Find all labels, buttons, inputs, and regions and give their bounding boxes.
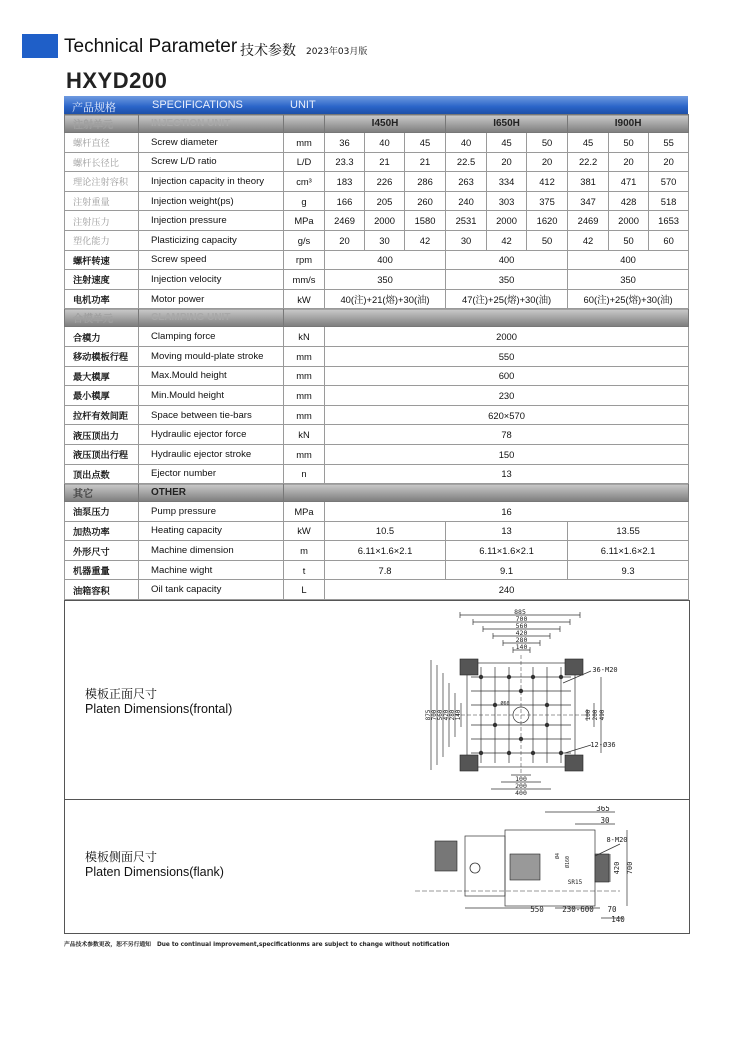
param-unit: mm: [284, 133, 325, 153]
param-name-en: Screw L/D ratio: [139, 152, 284, 172]
dimension-label: 230-600: [562, 905, 594, 914]
param-name-en: Motor power: [139, 289, 284, 309]
param-value: 47(注)+25(熔)+30(油): [446, 289, 568, 309]
dimension-label: 100: [585, 709, 592, 721]
param-value: 286: [405, 172, 446, 192]
param-value: 263: [446, 172, 487, 192]
tie-bar-corner: [460, 755, 478, 771]
param-unit: kW: [284, 289, 325, 309]
param-value: 347: [568, 191, 609, 211]
dimension-label: Ø60: [500, 701, 510, 707]
param-value: 334: [487, 172, 527, 192]
bolt-hole: [493, 703, 497, 707]
param-value: 260: [405, 191, 446, 211]
dimension-label: Ø4: [555, 852, 561, 860]
model-header-0: I450H: [325, 115, 446, 133]
param-value: 550: [325, 346, 689, 366]
bolt-hole: [559, 751, 563, 755]
param-name-cn: 顶出点数: [65, 464, 139, 484]
dimension-label: SR15: [567, 879, 583, 886]
param-unit: L/D: [284, 152, 325, 172]
param-value: 205: [365, 191, 405, 211]
spec-sheet: [64, 96, 688, 600]
param-name-en: Injection weight(ps): [139, 191, 284, 211]
dimension-label: 30: [600, 816, 610, 825]
platen-body: [465, 836, 505, 896]
param-unit: g: [284, 191, 325, 211]
bolt-hole: [559, 675, 563, 679]
param-value: 350: [568, 270, 689, 290]
frontal-platen-drawing: [415, 605, 655, 795]
dimension-label: 36-M20: [592, 666, 618, 674]
table-row: [65, 346, 689, 366]
param-value: 303: [487, 191, 527, 211]
param-value: 428: [609, 191, 649, 211]
param-name-en: Space between tie-bars: [139, 405, 284, 425]
dimension-label: 550: [530, 905, 544, 914]
bolt-hole: [531, 751, 535, 755]
param-value: 471: [609, 172, 649, 192]
flank-platen-drawing: [405, 806, 635, 930]
bolt-hole: [519, 737, 523, 741]
param-unit: rpm: [284, 250, 325, 270]
param-name-en: Heating capacity: [139, 521, 284, 541]
bolt-hole: [545, 723, 549, 727]
param-unit: t: [284, 560, 325, 580]
param-value: 381: [568, 172, 609, 192]
param-value: 45: [568, 133, 609, 153]
param-value: 6.11×1.6×2.1: [446, 541, 568, 561]
section-fill-cell: [284, 484, 689, 502]
header-accent-block: [22, 34, 58, 58]
param-name-cn: 注射速度: [65, 270, 139, 290]
param-value: 42: [405, 230, 446, 250]
section-label-cn: 合模单元: [65, 309, 139, 327]
tie-bar-corner: [460, 659, 478, 675]
param-value: 230: [325, 386, 689, 406]
param-name-cn: 注射重量: [65, 191, 139, 211]
bolt-hole: [545, 703, 549, 707]
param-name-cn: 理论注射容积: [65, 172, 139, 192]
param-value: 226: [365, 172, 405, 192]
table-row: [65, 580, 689, 600]
param-value: 2000: [609, 211, 649, 231]
flank-label-en: Platen Dimensions(flank): [85, 865, 224, 879]
param-value: 1620: [527, 211, 568, 231]
param-name-en: Pump pressure: [139, 502, 284, 522]
dimension-label: 885: [514, 608, 526, 616]
param-name-cn: 油箱容积: [65, 580, 139, 600]
model-header-2: I900H: [568, 115, 689, 133]
section-fill-cell: [284, 309, 689, 327]
dimension-label: 560: [515, 622, 528, 630]
table-row: [65, 133, 689, 153]
other-section-header: [65, 484, 689, 502]
injection-section-header: [65, 115, 689, 133]
table-row: [65, 444, 689, 464]
param-value: 240: [446, 191, 487, 211]
param-value: 22.2: [568, 152, 609, 172]
table-row: [65, 521, 689, 541]
dimension-label: 560: [437, 709, 444, 721]
dimension-label: 8-M20: [606, 836, 628, 844]
param-name-en: Hydraulic ejector stroke: [139, 444, 284, 464]
param-unit: kN: [284, 425, 325, 445]
param-name-cn: 拉杆有效间距: [65, 405, 139, 425]
param-unit: MPa: [284, 502, 325, 522]
bolt-hole: [479, 751, 483, 755]
section-label-cn: 注射单元: [65, 115, 139, 133]
param-value: 620×570: [325, 405, 689, 425]
param-name-en: Injection pressure: [139, 211, 284, 231]
param-value: 570: [649, 172, 689, 192]
dimension-label: 140: [455, 709, 462, 721]
param-value: 50: [527, 133, 568, 153]
frontal-drawing-panel: [64, 600, 690, 800]
table-row: [65, 502, 689, 522]
tie-bar-corner: [565, 755, 583, 771]
param-value: 13: [325, 464, 689, 484]
tie-bar-corner: [565, 659, 583, 675]
param-name-en: Moving mould-plate stroke: [139, 346, 284, 366]
param-value: 40: [365, 133, 405, 153]
section-label-en: CLAMPING UNIT: [139, 309, 284, 327]
param-name-cn: 液压顶出行程: [65, 444, 139, 464]
param-value: 7.8: [325, 560, 446, 580]
param-name-cn: 液压顶出力: [65, 425, 139, 445]
nozzle-block: [595, 854, 609, 882]
param-name-en: Machine wight: [139, 560, 284, 580]
param-value: 600: [325, 366, 689, 386]
param-value: 36: [325, 133, 365, 153]
footer-cn: 产品技术参数更改，恕不另行通知: [64, 942, 151, 948]
param-value: 240: [325, 580, 689, 600]
param-name-cn: 外形尺寸: [65, 541, 139, 561]
param-value: 50: [609, 230, 649, 250]
dimension-label: 200: [515, 782, 527, 790]
param-value: 375: [527, 191, 568, 211]
param-value: 9.1: [446, 560, 568, 580]
param-name-en: Injection velocity: [139, 270, 284, 290]
platen-block: [435, 841, 457, 871]
dimension-label: 365: [596, 806, 610, 813]
frontal-label-en: Platen Dimensions(frontal): [85, 702, 233, 716]
param-name-en: Max.Mould height: [139, 366, 284, 386]
param-unit: L: [284, 580, 325, 600]
table-row: [65, 327, 689, 347]
param-unit: mm: [284, 386, 325, 406]
dimension-label: 400: [515, 789, 527, 795]
param-value: 21: [365, 152, 405, 172]
param-name-cn: 移动模板行程: [65, 346, 139, 366]
param-name-en: Hydraulic ejector force: [139, 425, 284, 445]
param-value: 30: [446, 230, 487, 250]
nozzle-ring: [470, 863, 480, 873]
param-value: 2000: [365, 211, 405, 231]
dimension-label: 280: [515, 636, 528, 644]
param-name-en: Clamping force: [139, 327, 284, 347]
dimension-label: 875: [425, 709, 432, 721]
param-name-en: Screw speed: [139, 250, 284, 270]
param-value: 40: [446, 133, 487, 153]
param-name-cn: 最大模厚: [65, 366, 139, 386]
dimension-label: 420: [515, 629, 528, 637]
param-unit: n: [284, 464, 325, 484]
param-name-cn: 油泵压力: [65, 502, 139, 522]
param-name-en: Oil tank capacity: [139, 580, 284, 600]
param-value: 400: [568, 250, 689, 270]
param-value: 350: [325, 270, 446, 290]
param-unit: m: [284, 541, 325, 561]
param-name-en: Plasticizing capacity: [139, 230, 284, 250]
param-value: 412: [527, 172, 568, 192]
table-row: [65, 405, 689, 425]
param-unit: mm: [284, 346, 325, 366]
param-name-cn: 加热功率: [65, 521, 139, 541]
param-name-cn: 电机功率: [65, 289, 139, 309]
footer-en: Due to continual improvement,specificationms are subject to change without notification: [156, 942, 450, 948]
param-value: 30: [365, 230, 405, 250]
dimension-label: 420: [613, 861, 621, 875]
param-name-cn: 最小模厚: [65, 386, 139, 406]
dimension-label: 490: [599, 709, 606, 721]
param-unit: kN: [284, 327, 325, 347]
dimension-label: 12-Ø36: [590, 741, 616, 749]
param-value: 20: [487, 152, 527, 172]
dimension-label: 140: [611, 915, 625, 924]
dimension-label: 420: [443, 709, 450, 721]
frontal-label-cn: 模板正面尺寸: [85, 687, 158, 701]
param-value: 166: [325, 191, 365, 211]
param-name-cn: 螺杆直径: [65, 133, 139, 153]
param-value: 350: [446, 270, 568, 290]
param-value: 6.11×1.6×2.1: [325, 541, 446, 561]
param-name-en: Min.Mould height: [139, 386, 284, 406]
bolt-hole: [507, 675, 511, 679]
param-value: 9.3: [568, 560, 689, 580]
param-value: 13.55: [568, 521, 689, 541]
section-unit-cell: [284, 115, 325, 133]
model-name: HXYD200: [66, 68, 168, 93]
param-value: 2469: [325, 211, 365, 231]
table-row: [65, 152, 689, 172]
param-unit: mm: [284, 405, 325, 425]
table-row: [65, 386, 689, 406]
param-value: 2000: [325, 327, 689, 347]
table-row: [65, 560, 689, 580]
dimension-label: 100: [515, 775, 527, 783]
param-name-en: Ejector number: [139, 464, 284, 484]
param-value: 50: [609, 133, 649, 153]
dimension-label: 70: [607, 905, 617, 914]
param-value: 20: [527, 152, 568, 172]
param-unit: MPa: [284, 211, 325, 231]
bolt-hole: [507, 751, 511, 755]
param-name-cn: 螺杆转速: [65, 250, 139, 270]
table-row: [65, 172, 689, 192]
param-value: 42: [568, 230, 609, 250]
param-value: 518: [649, 191, 689, 211]
param-value: 10.5: [325, 521, 446, 541]
param-name-cn: 塑化能力: [65, 230, 139, 250]
flank-drawing-panel: [64, 800, 690, 934]
param-unit: cm³: [284, 172, 325, 192]
param-name-cn: 合模力: [65, 327, 139, 347]
bolt-hole: [493, 723, 497, 727]
param-value: 60: [649, 230, 689, 250]
param-value: 400: [325, 250, 446, 270]
table-row: [65, 270, 689, 290]
table-row: [65, 289, 689, 309]
param-name-cn: 机器重量: [65, 560, 139, 580]
param-value: 45: [487, 133, 527, 153]
spec-header-bar: [64, 96, 688, 114]
dimension-label: 200: [592, 709, 599, 721]
param-value: 2469: [568, 211, 609, 231]
param-value: 20: [325, 230, 365, 250]
param-value: 78: [325, 425, 689, 445]
param-value: 22.5: [446, 152, 487, 172]
drawing-line: [565, 745, 591, 753]
bolt-hole: [479, 675, 483, 679]
param-value: 55: [649, 133, 689, 153]
param-unit: g/s: [284, 230, 325, 250]
param-value: 60(注)+25(熔)+30(油): [568, 289, 689, 309]
dimension-label: 700: [515, 615, 528, 623]
clamping-section-header: [65, 309, 689, 327]
table-row: [65, 250, 689, 270]
param-value: 13: [446, 521, 568, 541]
bolt-hole: [519, 689, 523, 693]
param-value: 21: [405, 152, 446, 172]
param-name-cn: 注射压力: [65, 211, 139, 231]
param-value: 50: [527, 230, 568, 250]
param-unit: mm/s: [284, 270, 325, 290]
ejector-block: [510, 854, 540, 880]
footer-note: [64, 939, 449, 948]
section-label-cn: 其它: [65, 484, 139, 502]
model-header-1: I650H: [446, 115, 568, 133]
spec-header-cn: 产品规格: [72, 102, 116, 114]
param-value: 16: [325, 502, 689, 522]
param-unit: mm: [284, 366, 325, 386]
param-value: 23.3: [325, 152, 365, 172]
param-value: 1653: [649, 211, 689, 231]
param-value: 20: [649, 152, 689, 172]
param-value: 45: [405, 133, 446, 153]
param-value: 2000: [487, 211, 527, 231]
table-row: [65, 366, 689, 386]
param-name-en: Injection capacity in theory: [139, 172, 284, 192]
table-row: [65, 191, 689, 211]
param-value: 400: [446, 250, 568, 270]
dimension-label: Ø160: [565, 855, 571, 869]
edition-date: 2023年03月版: [306, 47, 368, 57]
spec-header-unit: UNIT: [290, 99, 316, 111]
table-row: [65, 425, 689, 445]
frontal-drawing-label: [85, 685, 232, 716]
section-label-en: INJECTION UNIT: [139, 115, 284, 133]
param-value: 183: [325, 172, 365, 192]
param-value: 20: [609, 152, 649, 172]
param-name-cn: 螺杆长径比: [65, 152, 139, 172]
page-title-cn: 技术参数: [240, 43, 296, 59]
param-value: 42: [487, 230, 527, 250]
param-value: 6.11×1.6×2.1: [568, 541, 689, 561]
param-value: 1580: [405, 211, 446, 231]
param-value: 40(注)+21(熔)+30(油): [325, 289, 446, 309]
table-row: [65, 464, 689, 484]
bolt-hole: [531, 675, 535, 679]
dimension-label: 700: [431, 709, 438, 721]
page-title: Technical Parameter: [64, 36, 238, 57]
section-label-en: OTHER: [139, 484, 284, 502]
spec-table: [64, 114, 689, 600]
dimension-label: 700: [626, 861, 634, 875]
param-unit: kW: [284, 521, 325, 541]
dimension-label: 140: [515, 643, 528, 651]
dimension-label: 280: [449, 709, 456, 721]
param-value: 150: [325, 444, 689, 464]
flank-label-cn: 模板侧面尺寸: [85, 850, 158, 864]
table-row: [65, 211, 689, 231]
table-row: [65, 230, 689, 250]
spec-header-en: SPECIFICATIONS: [152, 99, 243, 111]
param-value: 2531: [446, 211, 487, 231]
flank-drawing-label: [85, 848, 224, 879]
param-name-en: Machine dimension: [139, 541, 284, 561]
table-row: [65, 541, 689, 561]
param-name-en: Screw diameter: [139, 133, 284, 153]
param-unit: mm: [284, 444, 325, 464]
